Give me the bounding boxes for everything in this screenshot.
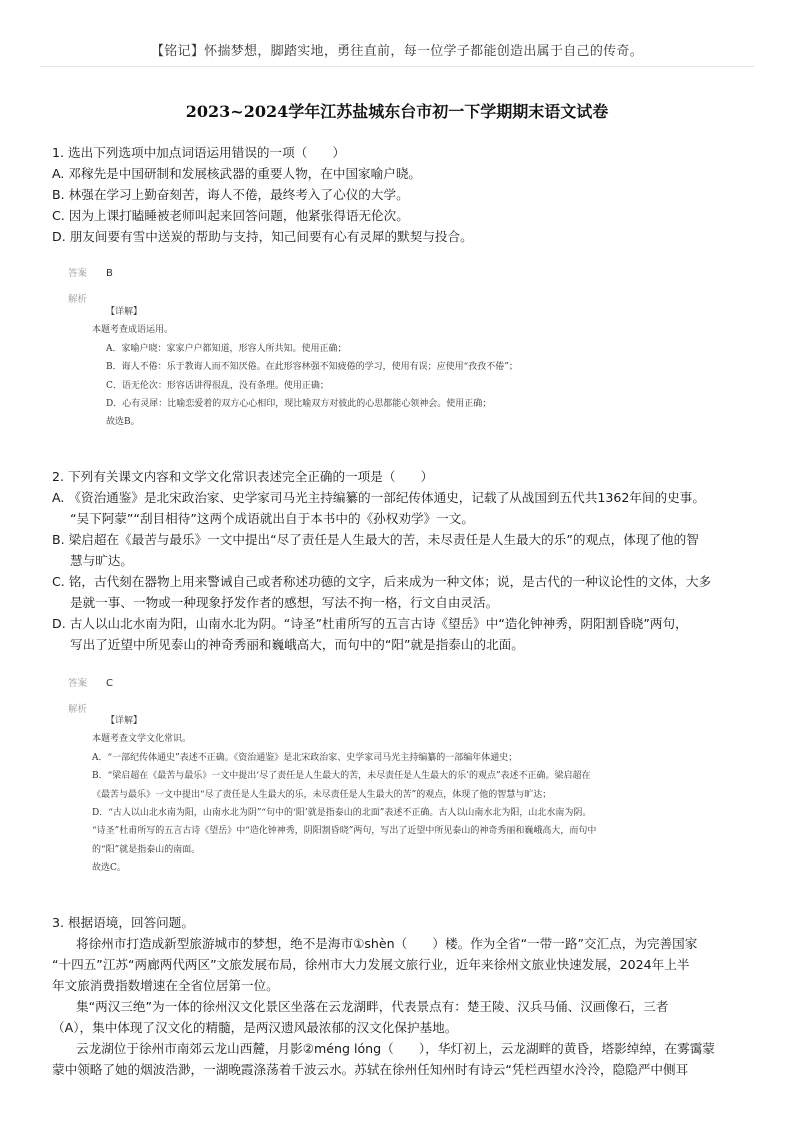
explanation-line: 故选B。	[106, 417, 140, 428]
question-3-paragraph-1-cont: 年文旅消费指数增速在全省位居第一位。	[52, 978, 279, 993]
question-2	[52, 466, 752, 655]
question-2-stem: 2. 下列有关课文内容和文学文化常识表述完全正确的一项是（ ）	[52, 469, 434, 484]
analysis-label: 解析	[68, 294, 88, 305]
question-1-answer: B	[106, 268, 113, 279]
question-2-explanation	[92, 712, 766, 878]
question-2-answer-row	[68, 675, 113, 689]
explanation-line: 的“阳”就是指泰山的南面。	[92, 844, 201, 855]
question-1-stem: 1. 选出下列选项中加点词语运用错误的一项（ ）	[52, 145, 346, 160]
question-1-answer-row	[68, 265, 113, 279]
explanation-line: A．家喻户晓：家家户户都知道，形容人所共知。使用正确；	[106, 343, 347, 354]
header-motto: 【铭记】怀揣梦想，脚踏实地，勇往直前，每一位学子都能创造出属于自己的传奇。	[150, 44, 644, 59]
question-2-option-d: D. 古人以山北水南为阳，山南水北为阴。“诗圣”杜甫所写的五言古诗《望岳》中“造化钟神秀，阴阳割昏晓”两句，	[52, 616, 688, 631]
explanation-line: D．“古人以山北水南为阳，山南水北为阴”“句中的‘阳’就是指泰山的北面”表述不正确。古人以山南水北为阳，山北水南为阴。	[92, 808, 592, 819]
question-3-paragraph-3: 云龙湖位于徐州市南郊云龙山西麓，月影②méng lóng（ ），华灯初上，云龙湖畔的黄昏，塔影绰绰，在雾霭蒙	[76, 1041, 715, 1056]
question-2-option-b-cont: 慧与旷达。	[70, 553, 133, 568]
explanation-line: 本题考查成语运用。	[92, 325, 174, 336]
analysis-label: 解析	[68, 704, 88, 715]
question-2-option-a-cont: “吴下阿蒙”“刮目相待”这两个成语就出自于本书中的《孙权劝学》一文。	[70, 511, 474, 526]
explanation-line: 本题考查文学文化常识。	[92, 734, 192, 745]
question-1-option-a: A. 邓稼先是中国研制和发展核武器的重要人物，在中国家喻户晓。	[52, 166, 422, 181]
question-1-explanation	[92, 303, 766, 432]
exam-title: 2023~2024学年江苏盐城东台市初一下学期期末语文试卷	[185, 102, 609, 121]
question-3-paragraph-2-cont: （A），集中体现了汉文化的精髓，是两汉遗风最浓郁的汉文化保护基地。	[52, 1020, 458, 1035]
question-2-answer: C	[106, 678, 113, 689]
question-1	[52, 142, 752, 247]
question-3	[52, 912, 752, 1080]
question-1-option-d: D. 朋友间要有雪中送炭的帮助与支持，知己间要有心有灵犀的默契与投合。	[52, 229, 473, 244]
question-2-option-c-cont: 是就一事、一物或一种现象抒发作者的感想，写法不拘一格，行文自由灵活。	[70, 595, 499, 610]
explanation-line: A．“一部纪传体通史”表述不正确。《资治通鉴》是北宋政治家、史学家司马光主持编纂的一部编年体通史；	[92, 752, 518, 763]
question-2-option-b: B. 梁启超在《最苦与最乐》一文中提出“尽了责任是人生最大的苦，未尽责任是人生最大的乐”的观点，体现了他的智	[52, 532, 699, 547]
question-3-stem: 3. 根据语境，回答问题。	[52, 915, 194, 930]
explanation-line: B．“梁启超在《最苦与最乐》一文中提出‘尽了责任是人生最大的苦，未尽责任是人生最大的乐’的观点”表述不正确。梁启超在	[92, 771, 591, 782]
question-1-option-c: C. 因为上课打瞌睡被老师叫起来回答问题，他紧张得语无伦次。	[52, 208, 409, 223]
question-2-option-c: C. 铭，古代刻在器物上用来警诫自己或者称述功德的文字，后来成为一种文体；说，是古代的一种议论性的文体，大多	[52, 574, 712, 589]
question-2-option-d-cont: 写出了近望中所见泰山的神奇秀丽和巍峨高大，而句中的“阳”就是指泰山的北面。	[70, 637, 524, 652]
answer-label: 答案	[68, 268, 88, 279]
explanation-line: 《最苦与最乐》一文中提出“尽了责任是人生最大的乐，未尽责任是人生最大的苦”的观点，体现了他的智慧与旷达；	[92, 789, 552, 800]
header-divider	[40, 66, 754, 67]
question-1-option-b: B. 林强在学习上勤奋刻苦，诲人不倦，最终考入了心仪的大学。	[52, 187, 409, 202]
question-3-paragraph-1-cont: “十四五”江苏“两廊两代两区”文旅发展布局，徐州市大力发展文旅行业，近年来徐州文旅业快速发展，2024年上半	[52, 957, 690, 972]
explanation-line: C．语无伦次：形容话讲得很乱，没有条理。使用正确；	[106, 380, 329, 391]
explanation-line: D．心有灵犀：比喻恋爱着的双方心心相印，现比喻双方对彼此的心思都能心领神会。使用正确；	[106, 399, 492, 410]
explanation-line: “诗圣”杜甫所写的五言古诗《望岳》中“造化钟神秀，阴阳割昏晓”两句，写出了近望中所见泰山的神奇秀丽和巍峨高大，而句中	[92, 826, 597, 837]
explanation-line: 故选C。	[92, 863, 126, 874]
explanation-line: 【详解】	[106, 307, 143, 317]
explanation-line: 【详解】	[106, 716, 143, 726]
question-2-option-a: A. 《资治通鉴》是北宋政治家、史学家司马光主持编纂的一部纪传体通史，记载了从战国到五代共1362年间的史事。	[52, 490, 705, 505]
question-3-paragraph-1: 将徐州市打造成新型旅游城市的梦想，绝不是海市①shèn（ ）楼。作为全省“一带一路”交汇点，为完善国家	[76, 936, 698, 951]
question-3-paragraph-2: 集“两汉三绝”为一体的徐州汉文化景区坐落在云龙湖畔，代表景点有：楚王陵、汉兵马俑、汉画像石，三者	[76, 999, 669, 1014]
explanation-line: B．诲人不倦：乐于教诲人而不知厌倦。在此形容林强不知疲倦的学习，使用有误；应使用“孜孜不倦”；	[106, 362, 518, 373]
question-3-paragraph-3-cont: 蒙中领略了她的烟波浩渺，一湖晚霞涤荡着千波云水。苏轼在徐州任知州时有诗云“凭栏西望水泠泠，隐隐严中侧耳	[52, 1062, 689, 1077]
answer-label: 答案	[68, 678, 88, 689]
